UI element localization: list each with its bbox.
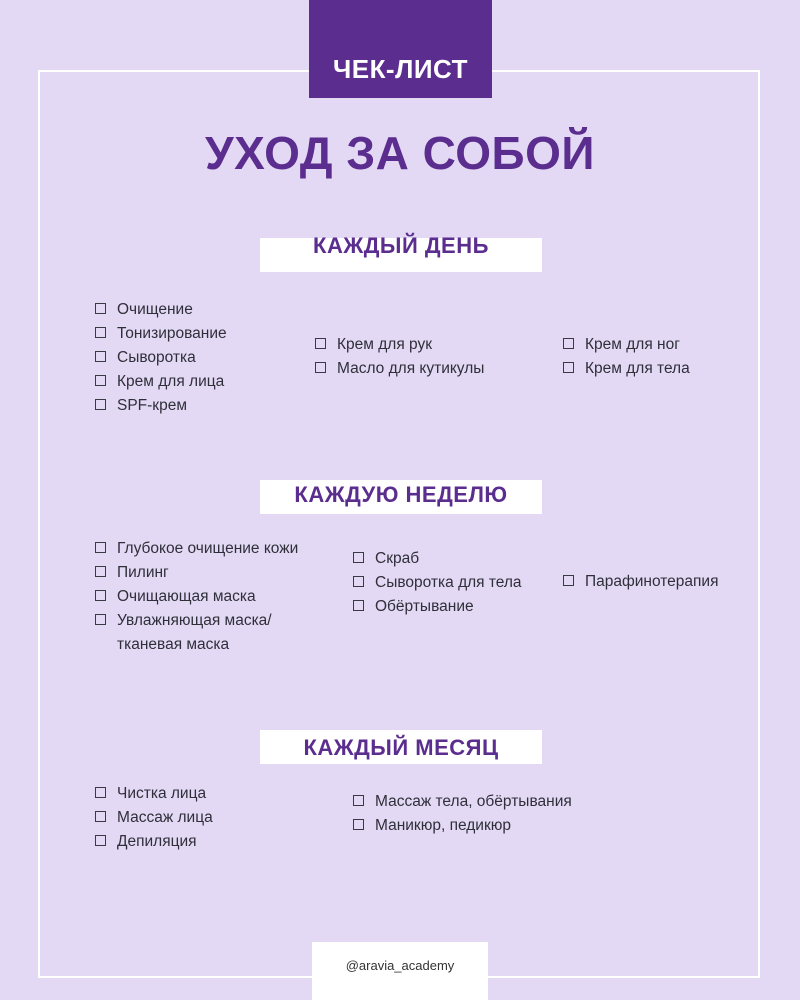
- checklist-item: [95, 561, 298, 585]
- checklist-item-label: Глубокое очищение кожи: [117, 540, 299, 557]
- checklist-item: [95, 346, 227, 370]
- checklist-tag-text: ЧЕК-ЛИСТ: [332, 54, 469, 84]
- checklist-item-label: Маникюр, педикюр: [375, 817, 511, 834]
- checklist-item: [95, 585, 298, 609]
- checklist-item: [315, 333, 484, 357]
- footer-handle-badge: [312, 942, 488, 1000]
- checklist-item: [353, 790, 572, 814]
- checkbox[interactable]: [95, 590, 106, 601]
- checkbox[interactable]: [95, 614, 106, 625]
- checklist-item: [95, 782, 213, 806]
- checklist-item-label: Крем для рук: [337, 336, 432, 353]
- checklist-item-label: Крем для ног: [585, 336, 680, 353]
- section-heading-weekly: КАЖДУЮ НЕДЕЛЮ: [260, 480, 542, 514]
- checklist-item: [353, 547, 522, 571]
- checklist-item: [95, 322, 227, 346]
- weekly-col-2: [353, 547, 522, 619]
- checklist-item: [95, 370, 227, 394]
- checklist-item: [353, 571, 522, 595]
- checklist-item: [315, 357, 484, 381]
- checkbox[interactable]: [95, 375, 106, 386]
- checkbox[interactable]: [95, 542, 106, 553]
- checkbox[interactable]: [95, 303, 106, 314]
- checklist-item-label: Пилинг: [117, 564, 169, 581]
- checkbox[interactable]: [563, 362, 574, 373]
- weekly-col-1: [95, 537, 298, 657]
- page-title: УХОД ЗА СОБОЙ: [205, 127, 595, 179]
- checkbox[interactable]: [95, 399, 106, 410]
- checklist-item-label: Массаж тела, обёртывания: [375, 793, 572, 810]
- checklist-item: [353, 814, 572, 838]
- checkbox[interactable]: [563, 338, 574, 349]
- checklist-item: [95, 298, 227, 322]
- checklist-item-label: Очищение: [117, 301, 193, 318]
- checkbox[interactable]: [95, 835, 106, 846]
- checklist-item: [563, 570, 718, 594]
- monthly-col-2: [353, 790, 572, 838]
- checkbox[interactable]: [315, 362, 326, 373]
- checkbox[interactable]: [353, 552, 364, 563]
- checkbox[interactable]: [95, 566, 106, 577]
- checklist-item-label: Массаж лица: [117, 809, 213, 826]
- checklist-item-label: Крем для тела: [585, 360, 690, 377]
- checklist-item-label: Сыворотка: [117, 349, 196, 366]
- checklist-item-label: Тонизирование: [117, 325, 227, 342]
- checklist-item: [563, 333, 690, 357]
- checklist-item: [563, 357, 690, 381]
- checklist-item-label: Обёртывание: [375, 598, 474, 615]
- daily-col-1: [95, 298, 227, 418]
- checklist-item-label: Очищающая маска: [117, 588, 256, 605]
- monthly-col-1: [95, 782, 213, 854]
- checkbox[interactable]: [95, 811, 106, 822]
- checkbox[interactable]: [353, 576, 364, 587]
- checkbox[interactable]: [315, 338, 326, 349]
- checklist-tag: [309, 0, 492, 98]
- checklist-item-label: Чистка лица: [117, 785, 207, 802]
- footer-handle: @aravia_academy: [345, 958, 455, 973]
- checkbox[interactable]: [95, 787, 106, 798]
- checklist-item-label: Скраб: [375, 550, 420, 567]
- checklist-item: [95, 806, 213, 830]
- checkbox[interactable]: [353, 600, 364, 611]
- daily-col-3: [563, 333, 690, 381]
- checklist-item: [95, 830, 213, 854]
- checklist-item: [353, 595, 522, 619]
- section-heading-daily: КАЖДЫЙ ДЕНЬ: [260, 238, 542, 272]
- checkbox[interactable]: [95, 327, 106, 338]
- checklist-item-label: Крем для лица: [117, 373, 225, 390]
- checklist-item-label: Масло для кутикулы: [337, 360, 485, 377]
- checklist-item-label: SPF-крем: [117, 397, 187, 414]
- checklist-item-label: Депиляция: [117, 833, 197, 850]
- checklist-item: [95, 609, 298, 657]
- checkbox[interactable]: [353, 819, 364, 830]
- checklist-item-label: Увлажняющая маска/ тканевая маска: [117, 612, 272, 653]
- checkbox[interactable]: [353, 795, 364, 806]
- checklist-item: [95, 394, 227, 418]
- daily-col-2: [315, 333, 484, 381]
- checkbox[interactable]: [95, 351, 106, 362]
- checklist-item-label: Сыворотка для тела: [375, 574, 522, 591]
- checklist-item: [95, 537, 298, 561]
- weekly-col-3: [563, 570, 718, 594]
- checkbox[interactable]: [563, 575, 574, 586]
- section-heading-monthly: КАЖДЫЙ МЕСЯЦ: [260, 730, 542, 764]
- checklist-item-label: Парафинотерапия: [585, 573, 719, 590]
